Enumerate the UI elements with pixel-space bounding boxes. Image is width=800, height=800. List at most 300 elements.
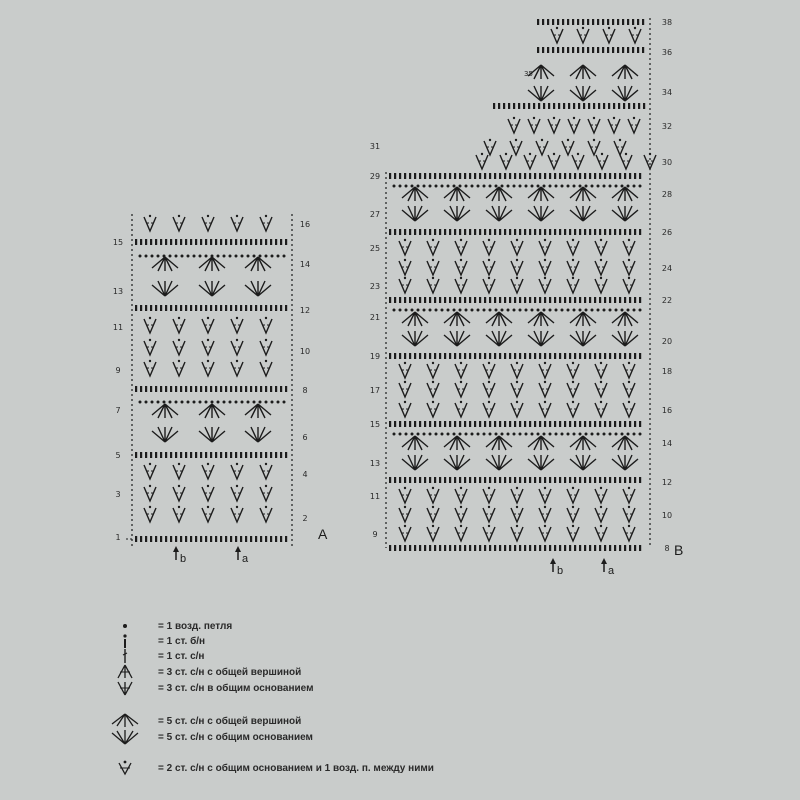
single-crochet-stitch	[240, 452, 242, 458]
single-crochet-stitch	[494, 477, 496, 483]
single-crochet-stitch	[419, 297, 421, 303]
single-crochet-stitch	[599, 297, 601, 303]
chain-stitch	[582, 27, 584, 29]
single-crochet-stitch	[419, 229, 421, 235]
chain-stitch	[193, 255, 196, 258]
single-crochet-stitch	[459, 297, 461, 303]
single-crochet-stitch	[464, 545, 466, 551]
single-crochet-stitch	[622, 47, 624, 53]
v-stitch-icon	[100, 760, 150, 776]
single-crochet-stitch	[479, 229, 481, 235]
single-crochet-stitch	[195, 305, 197, 311]
v-stitch	[595, 527, 607, 541]
single-crochet-stitch	[518, 103, 520, 109]
chain-stitch	[236, 360, 238, 362]
chain-stitch	[253, 401, 256, 404]
single-crochet-stitch	[459, 421, 461, 427]
single-crochet-stitch	[549, 173, 551, 179]
single-crochet-stitch	[599, 173, 601, 179]
single-crochet-stitch	[504, 545, 506, 551]
chain-stitch	[399, 309, 402, 312]
chain-stitch	[572, 277, 574, 279]
single-crochet-stitch	[250, 386, 252, 392]
single-crochet-stitch	[469, 477, 471, 483]
v-stitch	[455, 241, 467, 255]
single-crochet-stitch	[589, 297, 591, 303]
single-crochet-stitch	[499, 477, 501, 483]
single-crochet-stitch	[542, 19, 544, 25]
single-crochet-stitch	[597, 47, 599, 53]
row-number-right: 36	[661, 48, 673, 57]
single-crochet-stitch	[255, 452, 257, 458]
single-crochet-stitch	[494, 229, 496, 235]
single-crochet-stitch	[519, 297, 521, 303]
single-crochet-stitch	[574, 353, 576, 359]
single-crochet-stitch	[624, 353, 626, 359]
single-crochet-stitch	[524, 545, 526, 551]
single-crochet-stitch	[454, 477, 456, 483]
chain-stitch	[585, 309, 588, 312]
chain-stitch	[573, 309, 576, 312]
single-crochet-stitch	[424, 421, 426, 427]
five-dc-shell	[444, 331, 470, 346]
v-stitch	[144, 217, 156, 231]
v-stitch	[144, 465, 156, 479]
row-number-right: 32	[661, 122, 673, 131]
chain-stitch	[585, 433, 588, 436]
v-stitch	[455, 403, 467, 417]
v-stitch	[231, 341, 243, 355]
chain-stitch	[178, 317, 180, 319]
single-crochet-stitch	[638, 103, 640, 109]
chain-stitch	[236, 463, 238, 465]
single-crochet-stitch	[265, 305, 267, 311]
single-crochet-stitch	[589, 173, 591, 179]
row-number-left: 13	[369, 459, 381, 468]
single-crochet-stitch	[599, 353, 601, 359]
single-crochet-stitch	[399, 353, 401, 359]
single-crochet-stitch	[245, 452, 247, 458]
v-stitch	[483, 241, 495, 255]
chain-stitch	[537, 185, 540, 188]
single-crochet-stitch	[552, 19, 554, 25]
single-crochet-stitch	[225, 536, 227, 542]
chain-stitch	[235, 255, 238, 258]
v-stitch	[603, 29, 615, 43]
chain-icon	[100, 618, 150, 634]
single-crochet-stitch	[607, 47, 609, 53]
single-crochet-stitch	[554, 477, 556, 483]
five-dc-shell	[245, 427, 271, 442]
single-crochet-stitch	[165, 305, 167, 311]
single-crochet-stitch	[185, 452, 187, 458]
chain-stitch	[543, 433, 546, 436]
single-crochet-stitch	[484, 173, 486, 179]
single-crochet-stitch	[265, 452, 267, 458]
chain-stitch	[393, 185, 396, 188]
chain-stitch	[145, 255, 148, 258]
five-dc-shell	[486, 455, 512, 470]
chart-b	[370, 18, 672, 577]
v-stitch	[539, 383, 551, 397]
chain-stitch	[265, 506, 267, 508]
chain-stitch	[399, 433, 402, 436]
v-stitch	[623, 527, 635, 541]
row-number-left: 7	[115, 406, 121, 415]
v-stitch	[260, 508, 272, 522]
v-stitch	[567, 241, 579, 255]
single-crochet-stitch	[150, 305, 152, 311]
v-stitch	[427, 241, 439, 255]
single-crochet-stitch	[434, 353, 436, 359]
single-crochet-stitch	[444, 353, 446, 359]
chain-stitch	[489, 433, 492, 436]
single-crochet-stitch	[275, 386, 277, 392]
single-crochet-stitch	[622, 19, 624, 25]
v-stitch	[608, 119, 620, 133]
five-dc-cluster	[152, 404, 178, 418]
single-crochet-stitch	[135, 305, 137, 311]
single-crochet-stitch	[265, 536, 267, 542]
single-crochet-stitch	[235, 239, 237, 245]
single-crochet-stitch	[614, 173, 616, 179]
chain-stitch	[549, 433, 552, 436]
single-crochet-stitch	[479, 353, 481, 359]
single-crochet-stitch	[434, 173, 436, 179]
single-crochet-stitch	[225, 239, 227, 245]
five-dc-cluster	[570, 187, 596, 201]
five-dc-cluster-icon	[100, 713, 150, 729]
single-crochet-stitch	[524, 353, 526, 359]
single-crochet-stitch	[604, 353, 606, 359]
chain-stitch	[573, 185, 576, 188]
chain-stitch	[489, 309, 492, 312]
single-crochet-stitch	[394, 173, 396, 179]
chain-stitch	[579, 309, 582, 312]
chain-stitch	[543, 309, 546, 312]
single-crochet-stitch	[619, 477, 621, 483]
single-crochet-stitch	[190, 386, 192, 392]
single-crochet-stitch	[414, 229, 416, 235]
single-crochet-stitch	[285, 452, 287, 458]
v-stitch	[595, 383, 607, 397]
single-crochet-stitch	[634, 421, 636, 427]
chain-stitch	[634, 27, 636, 29]
single-crochet-stitch	[567, 19, 569, 25]
v-stitch	[483, 508, 495, 522]
v-stitch	[455, 508, 467, 522]
single-crochet-stitch	[592, 19, 594, 25]
chain-stitch	[507, 309, 510, 312]
row-number-left: 15	[369, 420, 381, 429]
row-number-right: 10	[661, 511, 673, 520]
single-crochet-stitch	[614, 229, 616, 235]
chain-stitch	[139, 401, 142, 404]
single-crochet-stitch	[469, 421, 471, 427]
single-crochet-stitch	[449, 545, 451, 551]
chain-stitch	[567, 309, 570, 312]
row-number-right: 34	[661, 88, 673, 97]
single-crochet-stitch	[404, 173, 406, 179]
single-crochet-stitch	[394, 229, 396, 235]
single-crochet-stitch	[553, 103, 555, 109]
single-crochet-stitch	[632, 19, 634, 25]
single-crochet-stitch	[604, 545, 606, 551]
chain-stitch	[639, 309, 642, 312]
chain-stitch	[405, 309, 408, 312]
double-crochet-icon	[100, 648, 150, 664]
single-crochet-stitch	[399, 421, 401, 427]
v-stitch	[595, 241, 607, 255]
single-crochet-stitch	[499, 353, 501, 359]
v-stitch	[231, 508, 243, 522]
five-dc-shell	[199, 281, 225, 296]
v-stitch	[623, 241, 635, 255]
chain-stitch	[477, 185, 480, 188]
single-crochet-stitch	[265, 239, 267, 245]
chain-stitch	[459, 433, 462, 436]
chain-stitch	[253, 255, 256, 258]
single-crochet-stitch	[627, 19, 629, 25]
single-crochet-stitch	[594, 173, 596, 179]
single-crochet-stitch	[220, 386, 222, 392]
row-number-right: 4	[302, 470, 308, 479]
chain-stitch	[265, 463, 267, 465]
single-crochet-stitch	[499, 297, 501, 303]
single-crochet-stitch	[489, 173, 491, 179]
chain-stitch	[600, 239, 602, 241]
chain-stitch	[411, 433, 414, 436]
single-crochet-stitch	[574, 173, 576, 179]
chain-stitch	[181, 401, 184, 404]
single-crochet-stitch	[538, 103, 540, 109]
chain-stitch	[488, 525, 490, 527]
legend-item	[100, 760, 434, 776]
chain-stitch	[516, 506, 518, 508]
single-crochet-stitch	[524, 297, 526, 303]
single-crochet-stitch	[609, 477, 611, 483]
single-crochet-stitch	[240, 386, 242, 392]
single-crochet-stitch	[579, 353, 581, 359]
chain-stitch	[593, 139, 595, 141]
chain-stitch	[178, 339, 180, 341]
single-crochet-stitch	[617, 47, 619, 53]
single-crochet-stitch	[265, 386, 267, 392]
v-stitch	[399, 261, 411, 275]
single-crochet-stitch	[629, 477, 631, 483]
chain-stitch	[207, 317, 209, 319]
chain-stitch	[561, 433, 564, 436]
single-crochet-stitch	[280, 305, 282, 311]
single-crochet-stitch	[614, 297, 616, 303]
five-dc-cluster	[245, 404, 271, 418]
single-crochet-stitch	[509, 353, 511, 359]
single-crochet-stitch	[567, 47, 569, 53]
row-number-left: 23	[369, 282, 381, 291]
chain-stitch	[619, 139, 621, 141]
single-crochet-stitch	[140, 239, 142, 245]
single-crochet-stitch	[589, 353, 591, 359]
single-crochet-stitch	[240, 536, 242, 542]
single-crochet-stitch	[419, 545, 421, 551]
single-crochet-stitch	[250, 536, 252, 542]
chain-stitch	[515, 139, 517, 141]
chain-stitch	[579, 185, 582, 188]
single-crochet-stitch	[634, 353, 636, 359]
single-crochet-stitch	[474, 545, 476, 551]
single-crochet-stitch	[165, 386, 167, 392]
single-crochet-stitch	[389, 477, 391, 483]
single-crochet-stitch	[414, 173, 416, 179]
single-crochet-stitch	[509, 477, 511, 483]
v-stitch	[629, 29, 641, 43]
v-stitch	[620, 155, 632, 169]
single-crochet-stitch	[135, 239, 137, 245]
single-crochet-stitch	[140, 386, 142, 392]
row-number-left: 9	[372, 530, 378, 539]
chain-stitch	[223, 401, 226, 404]
single-crochet-stitch	[594, 229, 596, 235]
chain-stitch	[217, 255, 220, 258]
single-crochet-stitch	[205, 239, 207, 245]
chain-stitch	[411, 309, 414, 312]
chain-stitch	[573, 433, 576, 436]
single-crochet-stitch	[230, 305, 232, 311]
single-crochet-stitch	[629, 353, 631, 359]
single-crochet-stitch	[574, 421, 576, 427]
five-dc-cluster	[402, 187, 428, 201]
single-crochet-stitch	[484, 297, 486, 303]
chain-stitch	[404, 239, 406, 241]
chain-stitch	[628, 259, 630, 261]
single-crochet-stitch	[454, 297, 456, 303]
chain-stitch	[544, 259, 546, 261]
single-crochet-stitch	[419, 477, 421, 483]
legend-item	[100, 664, 301, 680]
chain-stitch	[432, 259, 434, 261]
single-crochet-stitch	[603, 103, 605, 109]
single-crochet-stitch	[479, 297, 481, 303]
chain-stitch	[217, 401, 220, 404]
chain-stitch	[507, 433, 510, 436]
chain-stitch	[625, 153, 627, 155]
single-crochet-stitch	[539, 353, 541, 359]
chain-stitch	[149, 463, 151, 465]
single-crochet-stitch	[582, 47, 584, 53]
chain-stitch	[516, 259, 518, 261]
arrow-a-label: a	[608, 565, 615, 577]
chain-stitch	[429, 309, 432, 312]
five-dc-shell	[612, 455, 638, 470]
chain-stitch	[145, 401, 148, 404]
v-stitch	[144, 508, 156, 522]
v-stitch	[231, 487, 243, 501]
single-crochet-stitch	[514, 545, 516, 551]
chain-stitch	[649, 153, 651, 155]
single-crochet-stitch	[609, 421, 611, 427]
chain-stitch	[447, 185, 450, 188]
single-crochet-stitch	[549, 353, 551, 359]
row-number-left: 25	[369, 244, 381, 253]
chain-stitch	[561, 309, 564, 312]
chain-stitch	[393, 309, 396, 312]
chain-stitch	[507, 185, 510, 188]
single-crochet-stitch	[633, 103, 635, 109]
v-stitch	[399, 241, 411, 255]
chain-stitch	[516, 362, 518, 364]
chain-stitch	[600, 362, 602, 364]
chain-stitch	[488, 259, 490, 261]
single-crochet-stitch	[394, 421, 396, 427]
v-stitch	[476, 155, 488, 169]
v-stitch	[524, 155, 536, 169]
single-crochet-stitch	[424, 545, 426, 551]
single-crochet-stitch	[574, 297, 576, 303]
single-crochet-stitch	[599, 229, 601, 235]
legend-text: = 1 возд. петля	[158, 620, 233, 632]
v-stitch	[623, 364, 635, 378]
single-crochet-stitch	[514, 353, 516, 359]
single-crochet-stitch	[504, 173, 506, 179]
chain-stitch	[149, 317, 151, 319]
chain-stitch	[603, 309, 606, 312]
chain-stitch	[404, 259, 406, 261]
single-crochet-stitch	[539, 297, 541, 303]
single-crochet-stitch	[404, 477, 406, 483]
single-crochet-stitch	[424, 477, 426, 483]
chain-stitch	[411, 185, 414, 188]
chain-stitch	[453, 433, 456, 436]
chain-stitch	[157, 255, 160, 258]
single-crochet-stitch	[593, 103, 595, 109]
single-crochet-stitch	[509, 229, 511, 235]
chain-stitch	[531, 185, 534, 188]
chain-stitch	[627, 309, 630, 312]
chain-stitch	[149, 506, 151, 508]
single-crochet-stitch	[160, 239, 162, 245]
single-crochet-stitch	[544, 477, 546, 483]
v-stitch	[536, 141, 548, 155]
five-dc-cluster	[528, 312, 554, 326]
single-crochet-stitch	[584, 421, 586, 427]
v-stitch	[511, 403, 523, 417]
single-crochet-stitch	[629, 545, 631, 551]
chain-stitch	[579, 433, 582, 436]
single-crochet-stitch	[544, 229, 546, 235]
single-crochet-stitch	[474, 297, 476, 303]
single-crochet-stitch	[285, 239, 287, 245]
single-crochet-stitch	[459, 173, 461, 179]
chain-stitch	[175, 401, 178, 404]
chain-stitch	[591, 185, 594, 188]
v-stitch	[528, 119, 540, 133]
v-stitch	[427, 489, 439, 503]
single-crochet-stitch	[190, 452, 192, 458]
v-stitch	[260, 465, 272, 479]
single-crochet-stitch	[225, 452, 227, 458]
single-crochet-stitch	[609, 545, 611, 551]
single-crochet-stitch	[547, 19, 549, 25]
single-crochet-stitch	[404, 353, 406, 359]
single-crochet-stitch	[619, 297, 621, 303]
row-number-right: 14	[661, 439, 673, 448]
v-stitch	[483, 403, 495, 417]
single-crochet-stitch	[523, 103, 525, 109]
single-crochet-stitch	[568, 103, 570, 109]
single-crochet-stitch	[180, 239, 182, 245]
v-stitch	[623, 279, 635, 293]
chain-stitch	[460, 506, 462, 508]
